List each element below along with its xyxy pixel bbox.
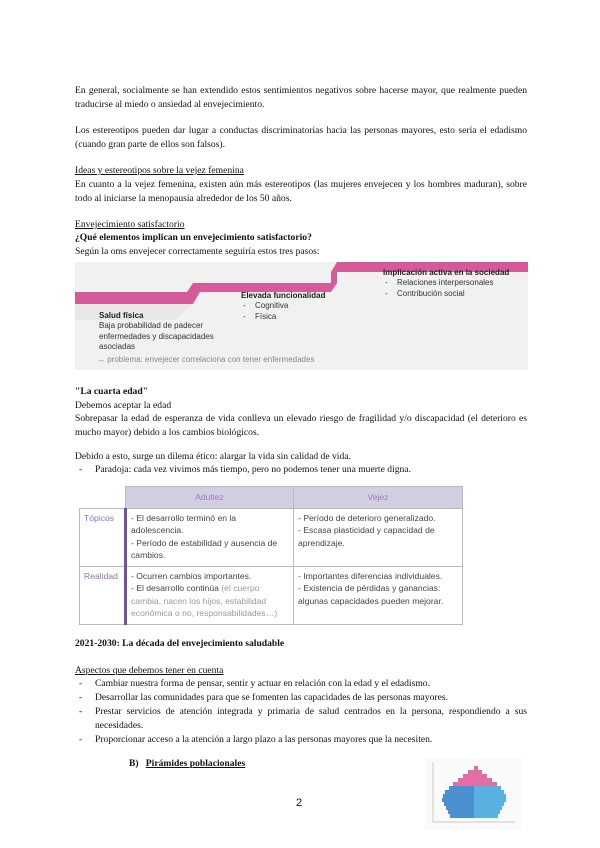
row-label-realidad: Realidad [80,567,126,625]
list-item-paradoja: - Paradoja: cada vez vivimos más tiempo, pero no podemos tener una muerte digna. [75,463,527,477]
header-adultez: Adultez [126,487,294,509]
step1-desc: Baja probabilidad de padecer enfermedades y discapacidades asociadas [99,321,214,352]
cell-text: - El desarrollo continúa [131,583,219,594]
heading-decada: 2021-2030: La década del envejecimiento saludable [75,638,285,649]
section-title: Pirámides poblacionales [145,758,246,769]
question-envejecimiento: ¿Qué elementos implican un envejecimiento satisfactorio? [75,232,312,243]
cell-realidad-adultez [126,567,294,625]
cell-line: - El desarrollo terminó en la adolescencia. [131,513,237,536]
cell-text-grey: (el cuerpo cambia, nacen los hijos, estabilidad económica o no, responsabilidades…) [131,583,278,619]
table-header-row [80,487,463,509]
list-aspectos [75,677,527,747]
paragraph-intro-2: Los estereotipos pueden dar lugar a conductas discriminatorias hacia las personas mayores, esto sería el edadismo (cuando gran parte de ellos son falsos). [75,125,527,150]
paragraph-ideas: En cuanto a la vejez femenina, existen aún más estereotipos (las mujeres envejecen y los hombres maduran), sobre todo al iniciarse la menopausia alrededor de los 50 años. [75,179,527,204]
cell-line: - Ocurren cambios importantes. [131,571,252,581]
paragraph-intro-1: En general, socialmente se han extendido estos sentimientos negativos sobre hacerse mayor, que realmente pueden traducirse al miedo o ansiedad al envejecimiento. [75,85,527,110]
pyramid-bars-female [474,766,506,818]
step3-text [383,268,523,299]
heading-aspectos: Aspectos que debemos tener en cuenta [75,665,224,676]
step1-title: Salud física [99,311,144,320]
step3-riser [331,272,337,283]
step1-text [99,311,219,353]
heading-cuarta-edad: "La cuarta edad" [75,386,149,397]
population-pyramid-image [425,758,521,830]
cell-line: - Período de estabilidad y ausencia de cambios. [131,537,278,561]
cell-line [131,582,289,619]
paragraph-envejecimiento: Según la oms envejecer correctamente seguiría estos tres pasos: [75,246,320,257]
diagram-problem-note: → problema: envejecer correlaciona con tener enfermedades [97,355,315,364]
step3-title: Implicación activa en la sociedad [383,268,510,277]
list-item: - Proporcionar acceso a la atención a largo plazo a las personas mayores que la necesiten. [75,733,527,747]
step3-item-contribucion: - Contribución social [383,289,523,299]
heading-envejecimiento: Envejecimiento satisfactorio [75,219,185,230]
header-vejez: Vejez [294,487,463,509]
step2-item-cognitiva: - Cognitiva [241,301,325,311]
list-item: - Desarrollar las comunidades para que se fomenten las capacidades de las personas mayores. [75,691,527,705]
list-item: - Prestar servicios de atención integrada y primaria de salud centrados en la persona, respondiendo a sus necesidades. [75,705,527,733]
line-aceptar-edad: Debemos aceptar la edad [75,400,172,411]
paragraph-sobrepasar: Sobrepasar la edad de esperanza de vida conlleva un elevado riesgo de fragilidad y/o discapacidad (el deterioro es mucho mayor) debido a los cambios biológicos. [75,413,527,438]
step2-text [241,291,325,322]
comparison-table [79,486,463,625]
heading-section-b [129,757,329,771]
section-letter: B) [129,758,139,769]
table-corner [80,487,126,509]
row-label-topicos: Tópicos [80,509,126,567]
list-paradoja [75,463,527,477]
step2-riser [187,292,193,304]
page-number: 2 [296,797,303,809]
step1-bar [75,292,200,304]
staircase-diagram [75,262,528,370]
cell-line: - Escasa plasticidad y capacidad de aprendizaje. [298,525,435,548]
cell-line: - Existencia de pérdidas y ganancias: algunas capacidades pueden mejorar. [298,583,444,606]
step2-title: Elevada funcionalidad [241,291,326,300]
table-row-realidad [80,567,463,625]
list-item: - Cambiar nuestra forma de pensar, sentir y actuar en relación con la edad y el edadismo. [75,677,527,691]
pyramid-bars-male [442,770,474,818]
cell-topicos-adultez [126,509,294,567]
heading-ideas: Ideas y estereotipos sobre la vejez femenina [75,165,244,176]
cell-realidad-vejez [294,567,463,625]
cell-topicos-vejez [294,509,463,567]
cell-line: - Importantes diferencias individuales. [298,571,443,581]
cell-line: - Período de deterioro generalizado. [298,513,436,523]
step3-item-relaciones: - Relaciones interpersonales [383,278,523,288]
paragraph-dilema: Debido a esto, surge un dilema ético: alargar la vida sin calidad de vida. [75,451,351,462]
step2-item-fisica: - Física [241,312,325,322]
pyramid-graphic [425,758,521,830]
table-row-topicos [80,509,463,567]
